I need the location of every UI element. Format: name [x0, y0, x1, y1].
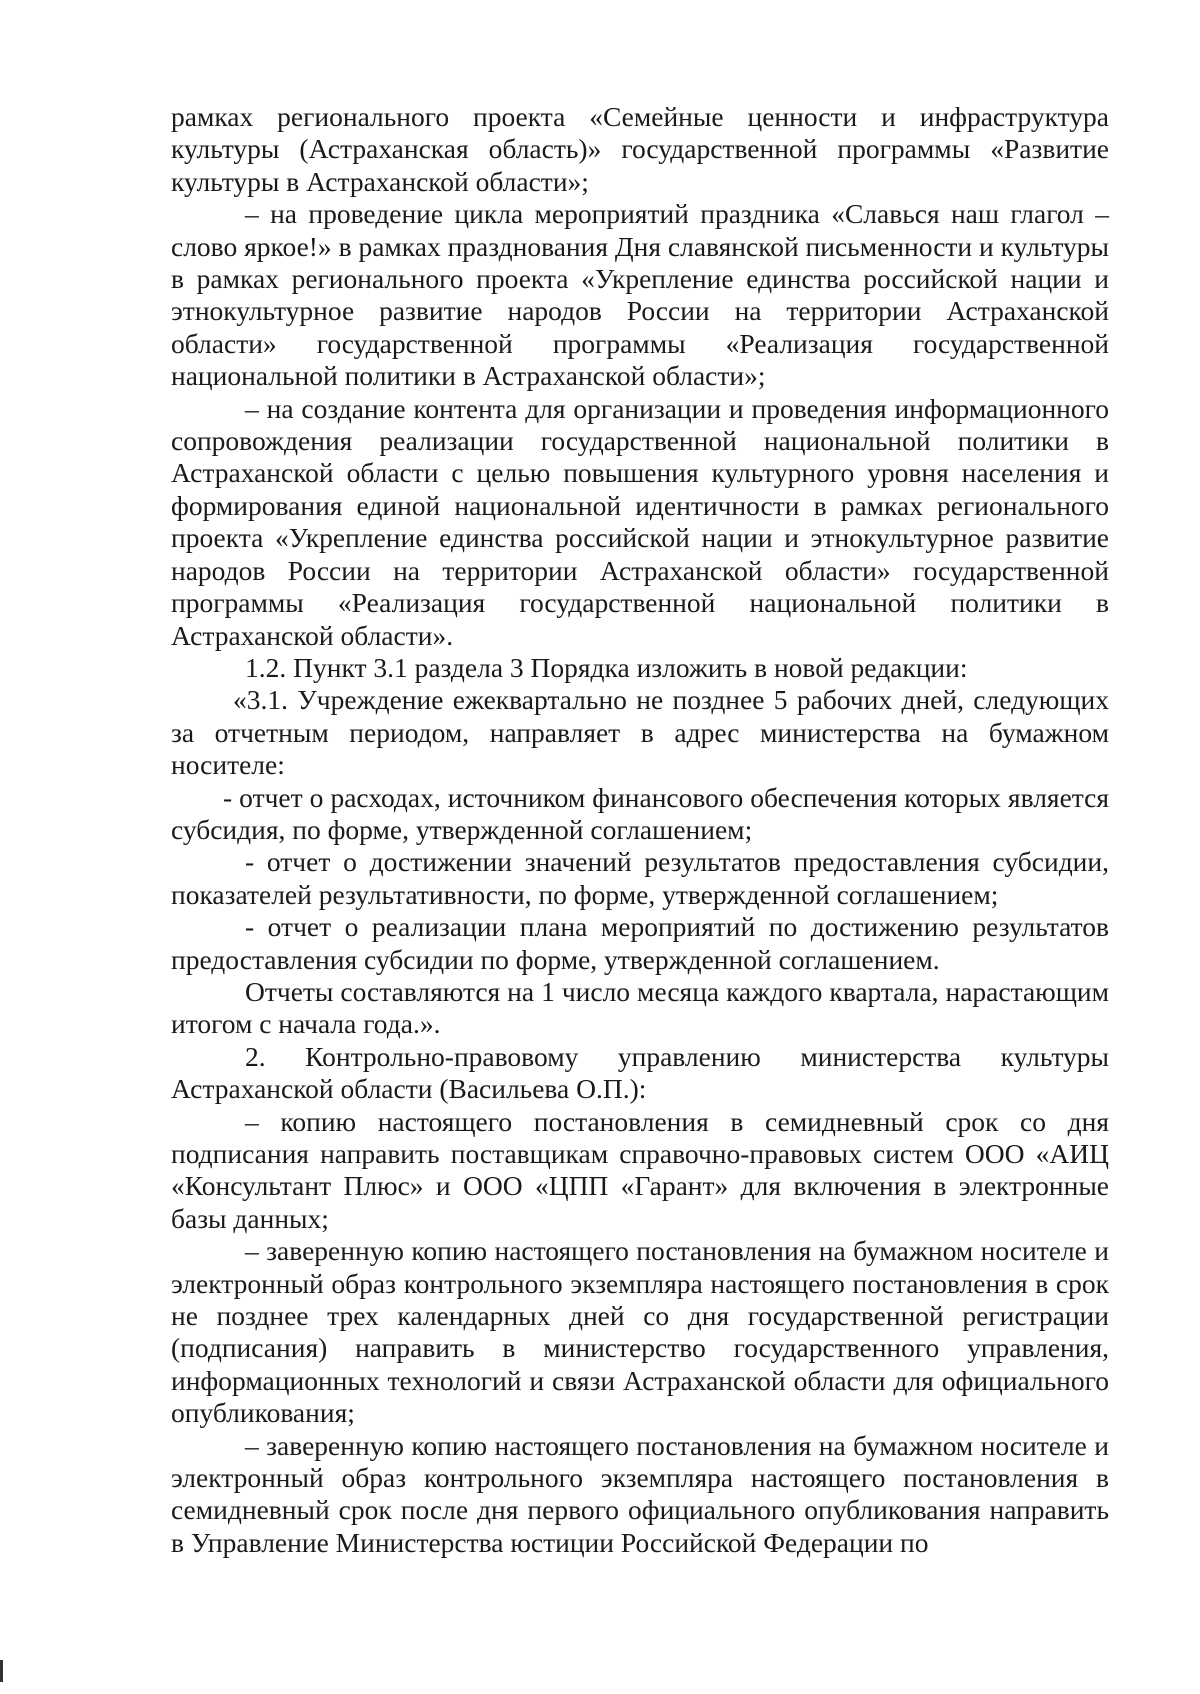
paragraph-reports-schedule: Отчеты составляются на 1 число месяца каждого квартала, нарастающим итогом с начала года.». — [171, 975, 1109, 1040]
paragraph-clause-1-2: 1.2. Пункт 3.1 раздела 3 Порядка изложить в новой редакции: — [245, 651, 968, 683]
paragraph-clause-2: 2. Контрольно-правовому управлению министерства культуры Астраханской области (Васильева О.П.): — [171, 1040, 1109, 1105]
paragraph-copy-for-publication: – заверенную копию настоящего постановления на бумажном носителе и электронный образ контрольного экземпляра настоящего постановления в срок не позднее трех календарных дней со дня государственной регистрации (подписания) направить в министерство государственного управления, информационных технологий и связи Астраханской области для официального опубликования; — [171, 1235, 1109, 1429]
paragraph-clause-3-1: «3.1. Учреждение ежеквартально не позднее 5 рабочих дней, следующих за отчетным периодом, направляет в адрес министерства на бумажном носителе: — [171, 684, 1109, 781]
paragraph-regional-project-continuation: рамках регионального проекта «Семейные ценности и инфраструктура культуры (Астраханская область)» государственной программы «Развитие культуры в Астраханской области»; — [171, 101, 1109, 197]
paragraph-report-expenses: - отчет о расходах, источником финансового обеспечения которых является субсидия, по форме, утвержденной соглашением; — [171, 781, 1109, 845]
scan-edge-mark — [0, 1660, 3, 1682]
paragraph-holiday-events: – на проведение цикла мероприятий праздника «Славься наш глагол – слово яркое!» в рамках празднования Дня славянской письменности и культуры в рамках регионального проекта «Укрепление единства российской нации и этнокультурное развитие народов России на территории Астраханской области» государственной программы «Реализация государственной национальной политики в Астраханской области»; — [171, 198, 1109, 392]
document-body — [171, 101, 1109, 1559]
paragraph-copy-to-legal-systems: – копию настоящего постановления в семидневный срок со дня подписания направить поставщикам справочно-правовых систем ООО «АИЦ «Консультант Плюс» и ООО «ЦПП «Гарант» для включения в электронные базы данных; — [171, 1105, 1109, 1234]
paragraph-copy-to-ministry-of-justice: – заверенную копию настоящего постановления на бумажном носителе и электронный образ контрольного экземпляра настоящего постановления в семидневный срок после дня первого официального опубликования направить в Управление Министерства юстиции Российской Федерации по — [171, 1429, 1109, 1558]
paragraph-content-creation: – на создание контента для организации и проведения информационного сопровождения реализации государственной национальной политики в Астраханской области с целью повышения культурного уровня населения и формирования единой национальной идентичности в рамках регионального проекта «Укрепление единства российской нации и этнокультурное развитие народов России на территории Астраханской области» государственной программы «Реализация государственной национальной политики в Астраханской области». — [171, 392, 1109, 651]
paragraph-report-results: - отчет о достижении значений результатов предоставления субсидии, показателей результативности, по форме, утвержденной соглашением; — [171, 846, 1109, 910]
paragraph-report-plan: - отчет о реализации плана мероприятий по достижению результатов предоставления субсидии по форме, утвержденной соглашением. — [171, 911, 1109, 975]
